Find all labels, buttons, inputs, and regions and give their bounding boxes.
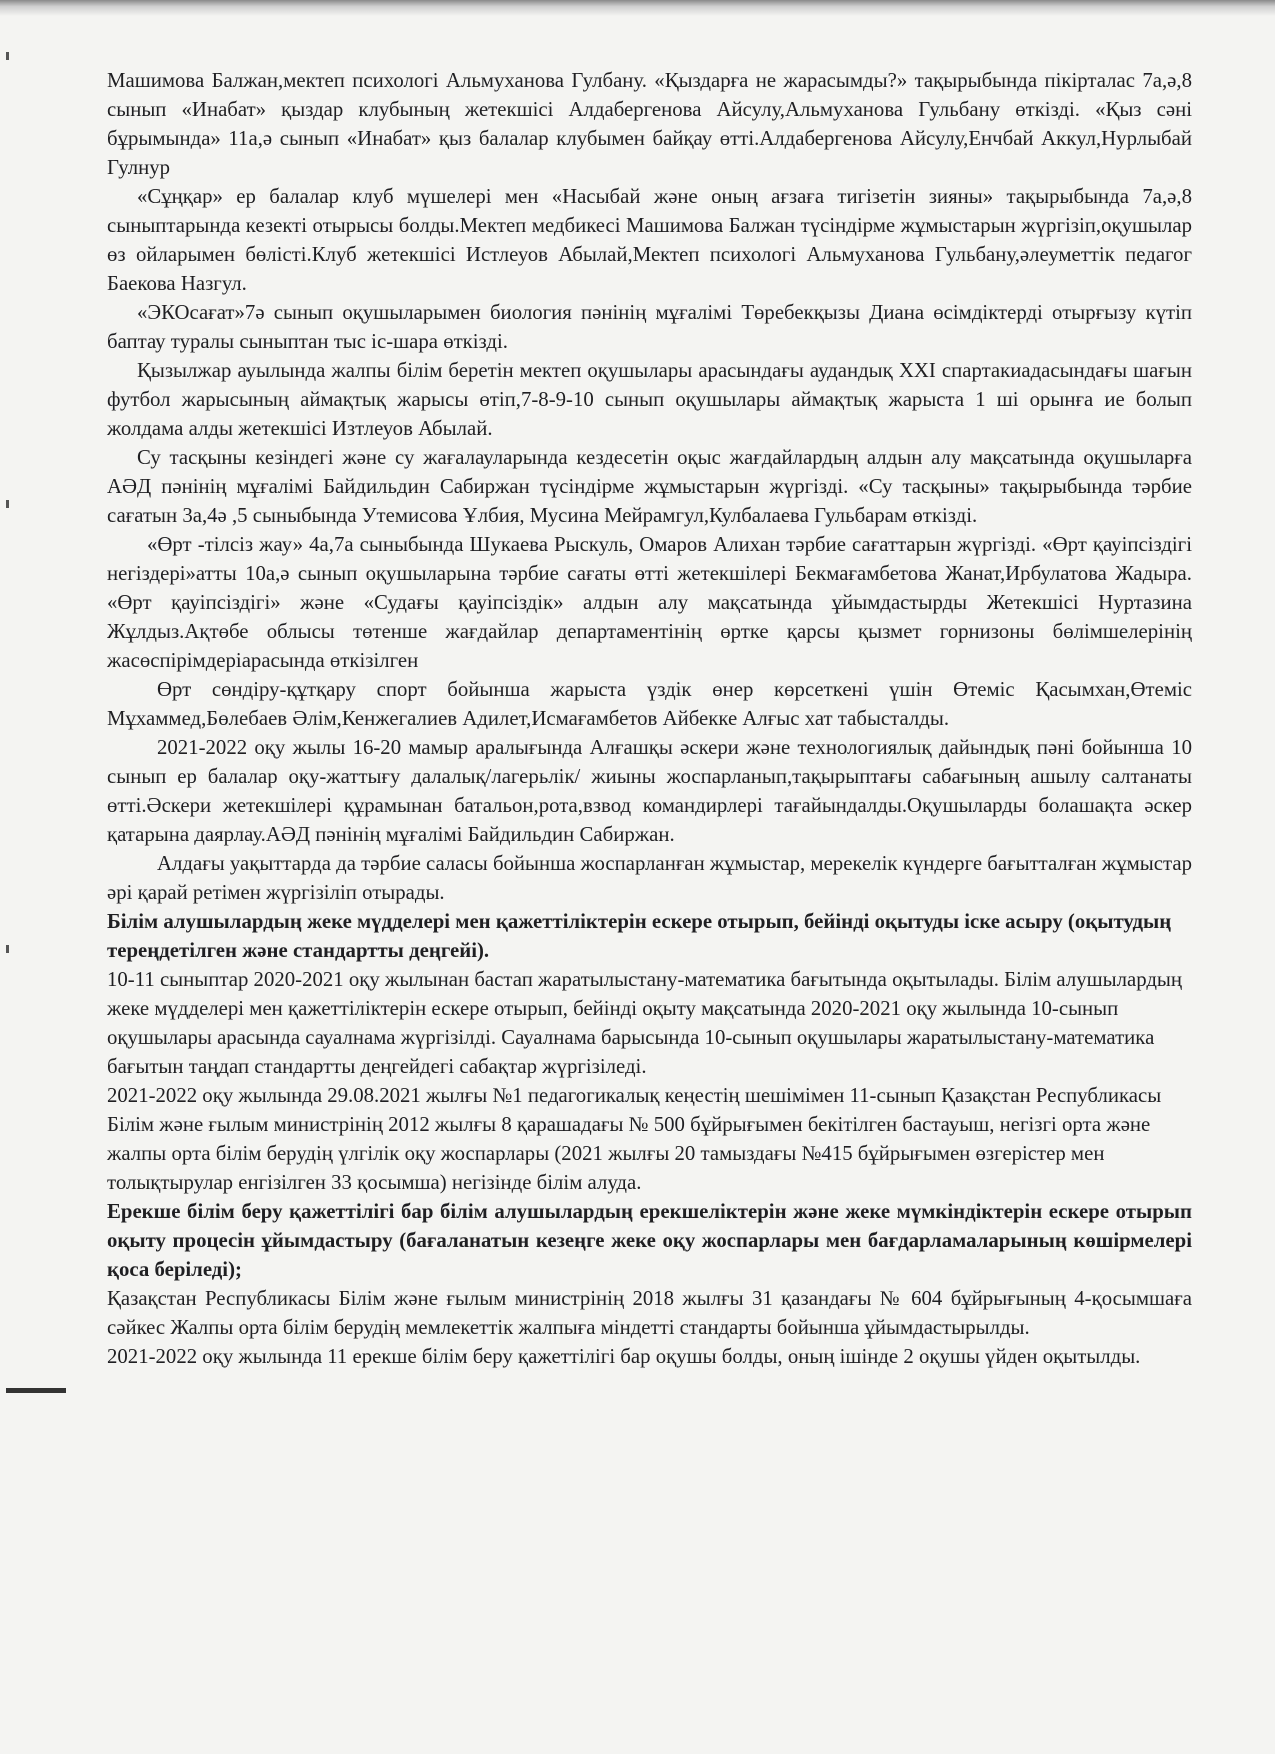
paragraph: Өрт сөндіру-құтқару спорт бойынша жарыста үздік өнер көрсеткені үшін Өтеміс Қасымхан,Өтеміс Мұхаммед,Бөлебаев Әлім,Кенжегалиев Адилет,Исмағамбетов Айбекке Алғыс хат табысталды. (107, 678, 1192, 730)
scan-mark (6, 1388, 66, 1393)
paragraph: «Өрт -тілсіз жау» 4а,7а сыныбында Шукаева Рыскуль, Омаров Алихан тәрбие сағаттарын жүргізді. «Өрт қауіпсіздігі негіздері»атты 10а,ә сынып оқушыларына тәрбие сағаты өтті жетекшілері Бекмағамбетова Жанат,Ирбулатова Жадыра. «Өрт қауіпсіздігі» және «Судағы қауіпсіздік» алдын алу мақсатында ұйымдастырды Жетекшісі Нуртазина Жұлдыз.Ақтөбе облысы төтенше жағдайлар департаментінің өртке қарсы қызмет горнизоны бөлімшелерінің жасөспірімдеріарасында өткізілген (107, 533, 1192, 672)
paragraph: Қазақстан Республикасы Білім және ғылым министрінің 2018 жылғы 31 қазандағы № 604 бұйрығының 4-қосымшаға сәйкес Жалпы орта білім берудің мемлекеттік жалпыға міндетті стандарты бойынша ұйымдастырылды. (107, 1287, 1192, 1339)
section-heading: Ерекше білім беру қажеттілігі бар білім алушылардың ерекшеліктерін және жеке мүмкіндіктерін ескере отырып оқыту процесін ұйымдастыру (бағаланатын кезеңге жеке оқу жоспарлары мен бағдарламаларының көшірмелері қоса беріледі); (107, 1200, 1192, 1281)
paragraph: 2021-2022 оқу жылы 16-20 мамыр аралығында Алғашқы әскери және технологиялық дайындық пәні бойынша 10 сынып ер балалар оқу-жаттығу далалық/лагерьлік/ жиыны жоспарланып,тақырыптағы сабағының ашылу салтанаты өтті.Әскери жетекшілері құрамынан батальон,рота,взвод командирлері тағайындалды.Оқушыларды болашақта әскер қатарына даярлау.АӘД пәнінің мұғалімі Байдильдин Сабиржан. (107, 736, 1192, 846)
paragraph: «Сұңқар» ер балалар клуб мүшелері мен «Насыбай және оның ағзаға тигізетін зияны» тақырыбында 7а,ә,8 сыныптарында кезекті отырысы болды.Мектеп медбикесі Машимова Балжан түсіндірме жұмыстарын жүргізіп,оқушылар өз ойларымен бөлісті.Клуб жетекшісі Истлеуов Абылай,Мектеп психологі Альмуханова Гульбану,әлеуметтік педагог Баекова Назгул. (107, 185, 1192, 295)
paragraph: 2021-2022 оқу жылында 11 ерекше білім беру қажеттілігі бар оқушы болды, оның ішінде 2 оқушы үйден оқытылды. (107, 1345, 1141, 1368)
scan-mark (6, 945, 9, 953)
paragraph: «ЭКОсағат»7ә сынып оқушыларымен биология пәнінің мұғалімі Төребекқызы Диана өсімдіктерді отырғызу күтіп баптау туралы сыныптан тыс іс-шара өткізді. (107, 301, 1192, 353)
scan-mark (6, 52, 9, 60)
paragraph: Алдағы уақыттарда да тәрбие саласы бойынша жоспарланған жұмыстар, мерекелік күндерге бағытталған жұмыстар әрі қарай ретімен жүргізіліп отырады. (107, 852, 1192, 904)
section-heading: Білім алушылардың жеке мүдделері мен қажеттіліктерін ескере отырып, бейінді оқытуды іске асыру (оқытудың тереңдетілген және стандартты деңгейі). (107, 910, 1172, 962)
paragraph: Су тасқыны кезіндегі және су жағалауларында кездесетін оқыс жағдайлардың алдын алу мақсатында оқушыларға АӘД пәнінің мұғалімі Байдильдин Сабиржан түсіндірме жұмыстарын жүргізді. «Су тасқыны» тақырыбында тәрбие сағатын 3а,4ә ,5 сыныбында Утемисова Ұлбия, Мусина Мейрамгул,Кулбалаева Гульбарам өткізді. (107, 446, 1192, 527)
document-body (107, 66, 1192, 1371)
paragraph: 10-11 сыныптар 2020-2021 оқу жылынан бастап жаратылыстану-математика бағытында оқытылады. Білім алушылардың жеке мүдделері мен қажеттіліктерін ескере отырып, бейінді оқыту мақсатында 2020-2021 оқу жылында 10-сынып оқушылары арасында сауалнама жүргізілді. Сауалнама барысында 10-сынып оқушылары жаратылыстану-математика бағытын таңдап стандартты деңгейдегі сабақтар жүргізіледі. (107, 968, 1182, 1078)
paragraph: 2021-2022 оқу жылында 29.08.2021 жылғы №1 педагогикалық кеңестің шешімімен 11-сынып Қазақстан Республикасы Білім және ғылым министрінің 2012 жылғы 8 қарашадағы № 500 бұйрығымен бекітілген бастауыш, негізгі орта және жалпы орта білім берудің үлгілік оқу жоспарлары (2021 жылғы 20 тамыздағы №415 бұйрығымен өзгерістер мен толықтырулар енгізілген 33 қосымша) негізінде білім алуда. (107, 1084, 1162, 1194)
paragraph: Машимова Балжан,мектеп психологі Альмуханова Гулбану. «Қыздарға не жарасымды?» тақырыбында пікірталас 7а,ә,8 сынып «Инабат» қыздар клубының жетекшісі Алдабергенова Айсулу,Альмуханова Гульбану өткізді. «Қыз сәні бұрымында» 11а,ә сынып «Инабат» қыз балалар клубымен байқау өтті.Алдабергенова Айсулу,Енчбай Аккул,Нурлыбай Гулнур (107, 69, 1192, 179)
scan-edge (0, 0, 1275, 16)
paragraph: Қызылжар ауылында жалпы білім беретін мектеп оқушылары арасындағы аудандық XXI спартакиадасындағы шағын футбол жарысының аймақтық жарысы өтіп,7-8-9-10 сынып оқушылары аймақтық жарыста 1 ші орынға ие болып жолдама алды жетекшісі Изтлеуов Абылай. (107, 359, 1192, 440)
scan-mark (6, 500, 9, 508)
